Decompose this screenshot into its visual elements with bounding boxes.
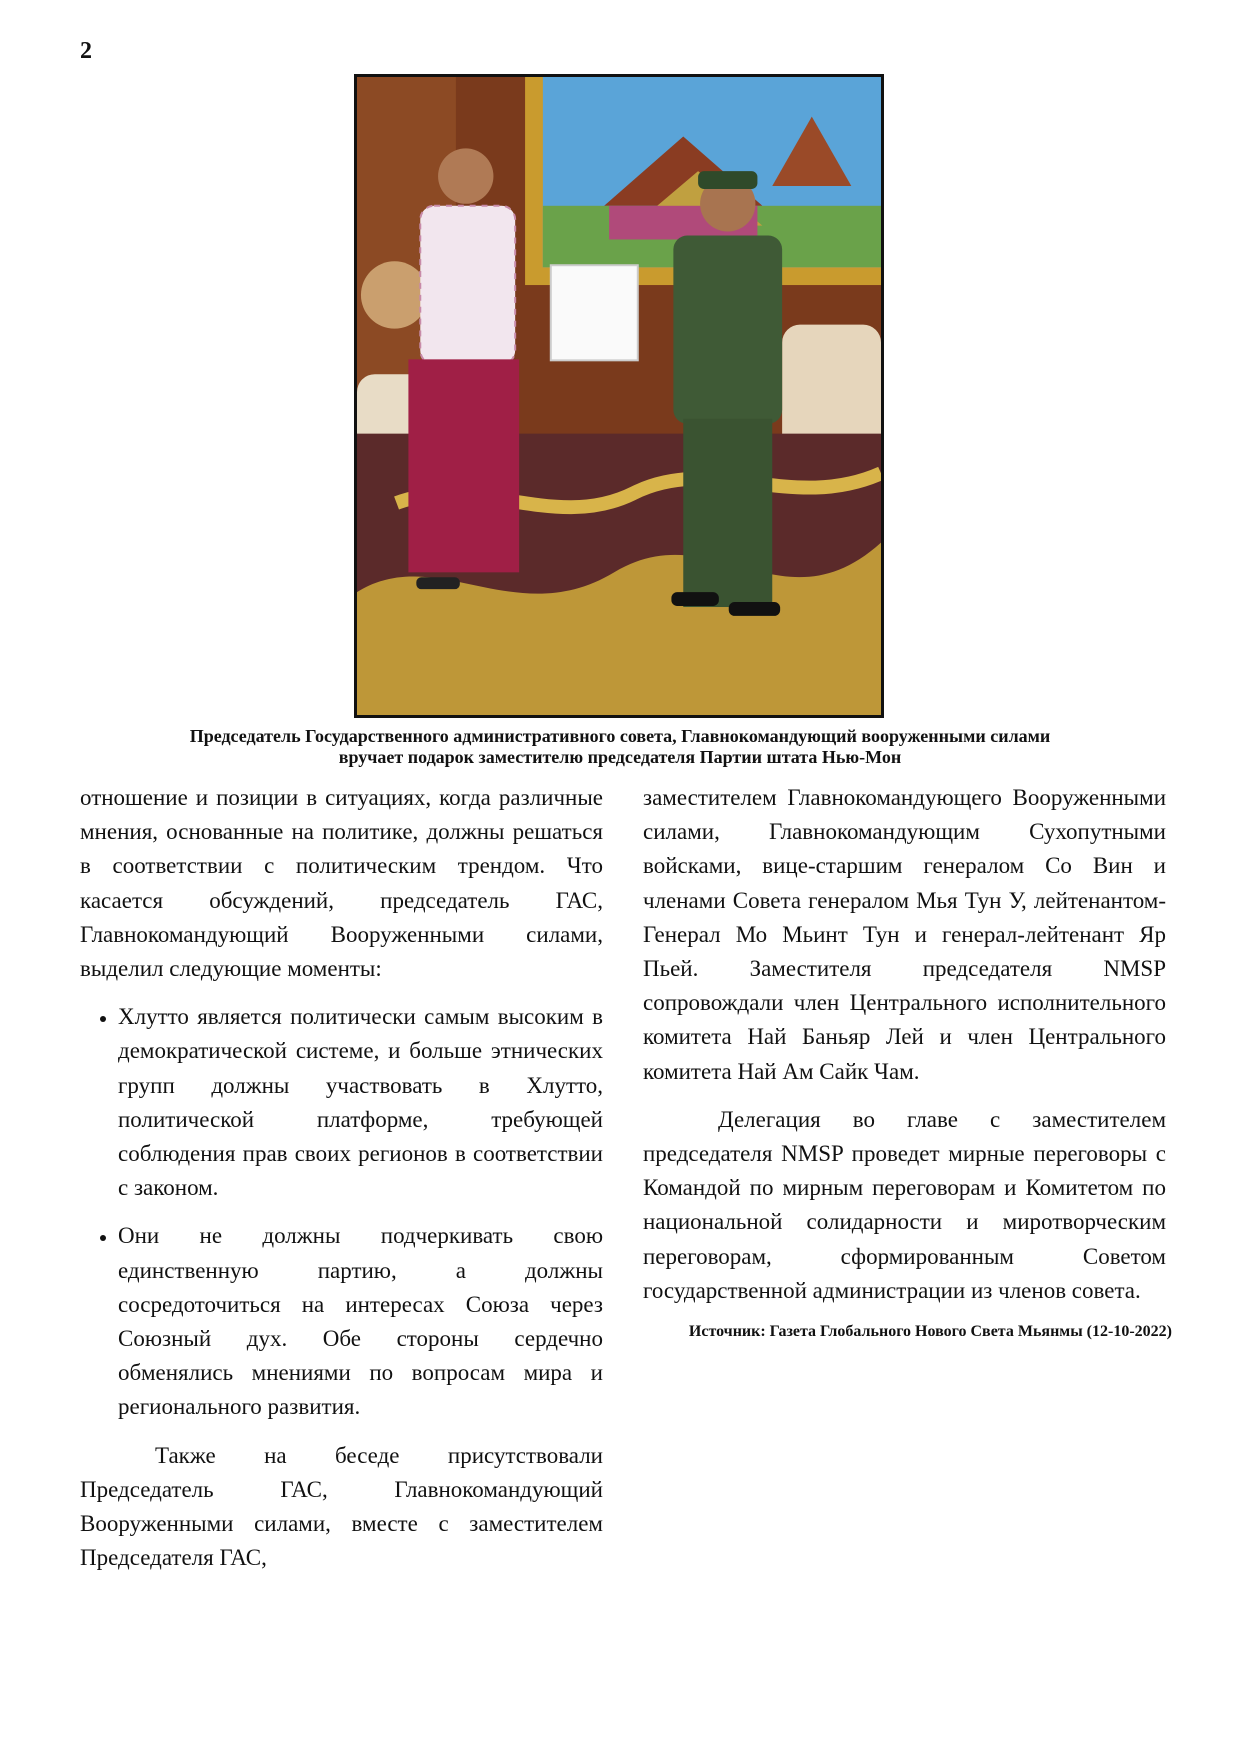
photo-illustration xyxy=(357,77,881,715)
bullet-item: • Хлутто является политически самым высоким в демократической системе, и больше этнических групп должны участвовать в Хлутто, политической платформе, требующей соблюдения прав своих регионов в соответствии с законом. xyxy=(118,1000,603,1205)
left-column xyxy=(80,781,603,1589)
news-photo xyxy=(354,74,884,718)
paragraph: отношение и позиции в ситуациях, когда различные мнения, основанные на политике, должны решаться в соответствии с политическим трендом. Что касается обсуждений, председатель ГАС, Главнокомандующий Вооруженными силами, выделил следующие моменты: xyxy=(80,785,603,982)
photo-caption xyxy=(90,726,1150,768)
source-citation: Источник: Газета Глобального Нового Света Мьянмы (12-10-2022) xyxy=(688,1323,1172,1341)
paragraph: Также на беседе присутствовали Председатель ГАС, Главнокомандующий Вооруженными силами, вместе с заместителем Председателя ГАС, xyxy=(80,1442,603,1571)
bullet-item: • Они не должны подчеркивать свою единственную партию, а должны сосредоточиться на интересах Союза через Союзный дух. Обе стороны сердечно обменялись мнениями по вопросам мира и регионального развития. xyxy=(118,1219,603,1424)
caption-line-1: Председатель Государственного административного совета, Главнокомандующий вооруженными силами xyxy=(189,726,1051,746)
paragraph: Делегация во главе с заместителем председателя NMSP проведет мирные переговоры с Командой по мирным переговорам и Комитетом по национальной солидарности и миротворческим переговорам, сформированным Советом государственной администрации из членов совета. xyxy=(643,1106,1166,1303)
bullet-list xyxy=(80,1000,603,1424)
caption-line-2: вручает подарок заместителю председателя Партии штата Нью-Мон xyxy=(338,747,902,767)
page-number: 2 xyxy=(80,38,92,64)
right-column xyxy=(643,781,1172,1342)
paragraph: заместителем Главнокомандующего Вооруженными силами, Главнокомандующим Сухопутными войсками, вице-старшим генералом Со Вин и членами Совета генералом Мья Тун У, лейтенантом-Генерал Мо Мьинт Тун и генерал-лейтенант Яр Пьей. Заместителя председателя NMSP сопровождали член Центрального исполнительного комитета Най Баньяр Лей и член Центрального комитета Най Ам Сайк Чам. xyxy=(643,785,1166,1084)
